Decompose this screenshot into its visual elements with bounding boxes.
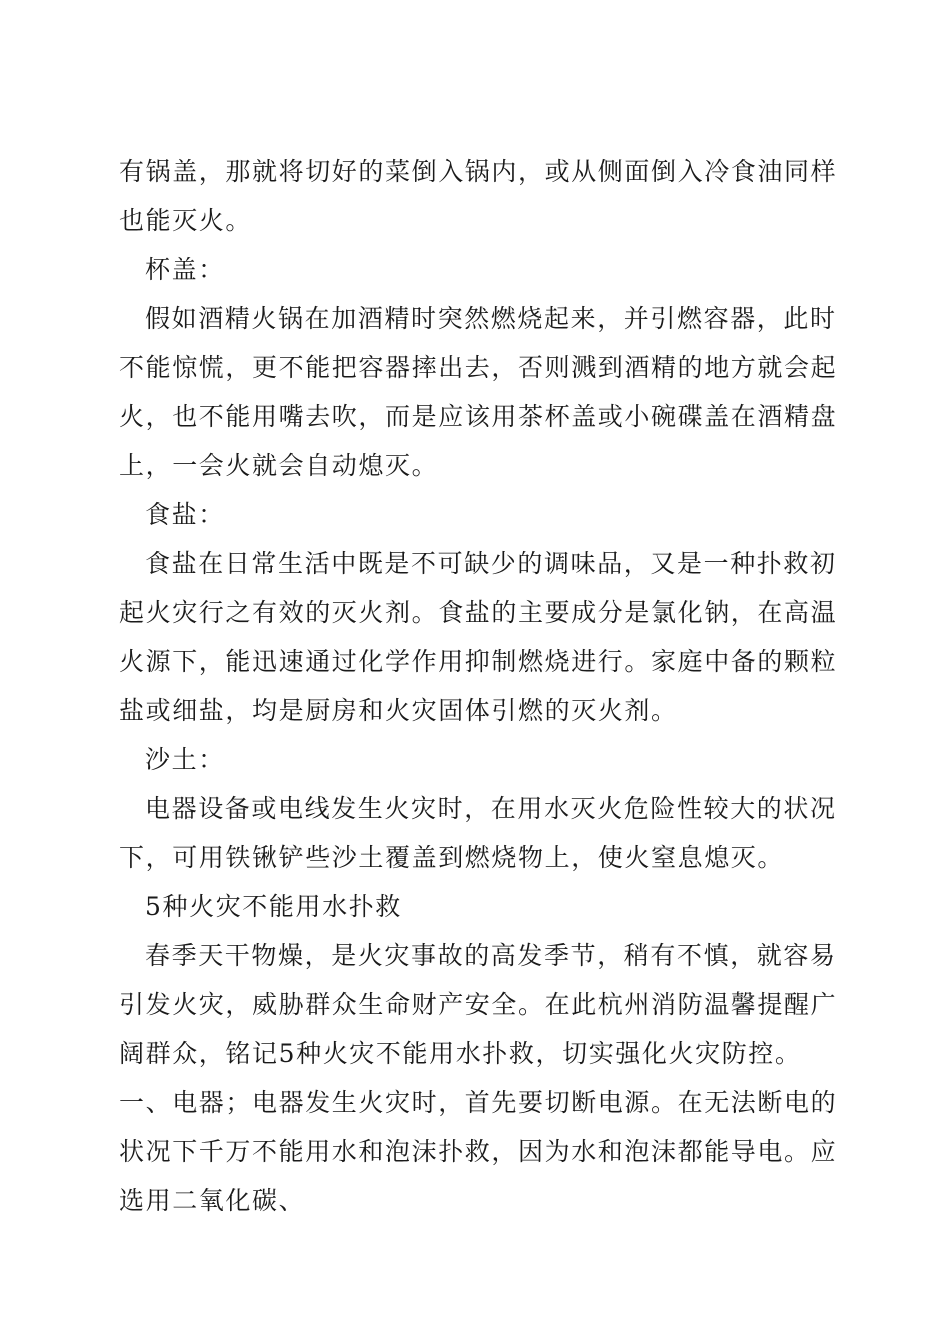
paragraph-sand: 电器设备或电线发生火灾时，在用水灭火危险性较大的状况下，可用铁锹铲些沙土覆盖到燃烧物上，使火窒息熄灭。 [119,794,837,872]
paragraph-pan-lid-continued: 有锅盖，那就将切好的菜倒入锅内，或从侧面倒入冷食油同样也能灭火。 [119,157,838,235]
heading-cup-lid: 杯盖： [145,255,225,284]
heading-sand: 沙土： [145,745,225,774]
heading-five-fires: 5种火灾不能用水扑救 [145,892,402,921]
paragraph-cup-lid: 假如酒精火锅在加酒精时突然燃烧起来，并引燃容器，此时不能惊慌，更不能把容器摔出去，否则溅到酒精的地方就会起火，也不能用嘴去吹，而是应该用茶杯盖或小碗碟盖在酒精盘上，一会火就会自动熄灭。 [119,304,838,480]
heading-salt: 食盐： [145,500,225,529]
paragraph-salt: 食盐在日常生活中既是不可缺少的调味品，又是一种扑救初起火灾行之有效的灭火剂。食盐的主要成分是氯化钠，在高温火源下，能迅速通过化学作用抑制燃烧进行。家庭中备的颗粒盐或细盐，均是厨房和火灾固体引燃的灭火剂。 [119,549,838,725]
paragraph-five-fires: 春季天干物燥，是火灾事故的高发季节，稍有不慎，就容易引发火灾，威胁群众生命财产安全。在此杭州消防温馨提醒广阔群众，铭记5种火灾不能用水扑救，切实强化火灾防控。一、电器；电器发生火灾时，首先要切断电源。在无法断电的状况下千万不能用水和泡沫扑救，因为水和泡沫都能导电。应选用二氧化碳、 [119,941,838,1215]
document-body [119,147,839,1225]
